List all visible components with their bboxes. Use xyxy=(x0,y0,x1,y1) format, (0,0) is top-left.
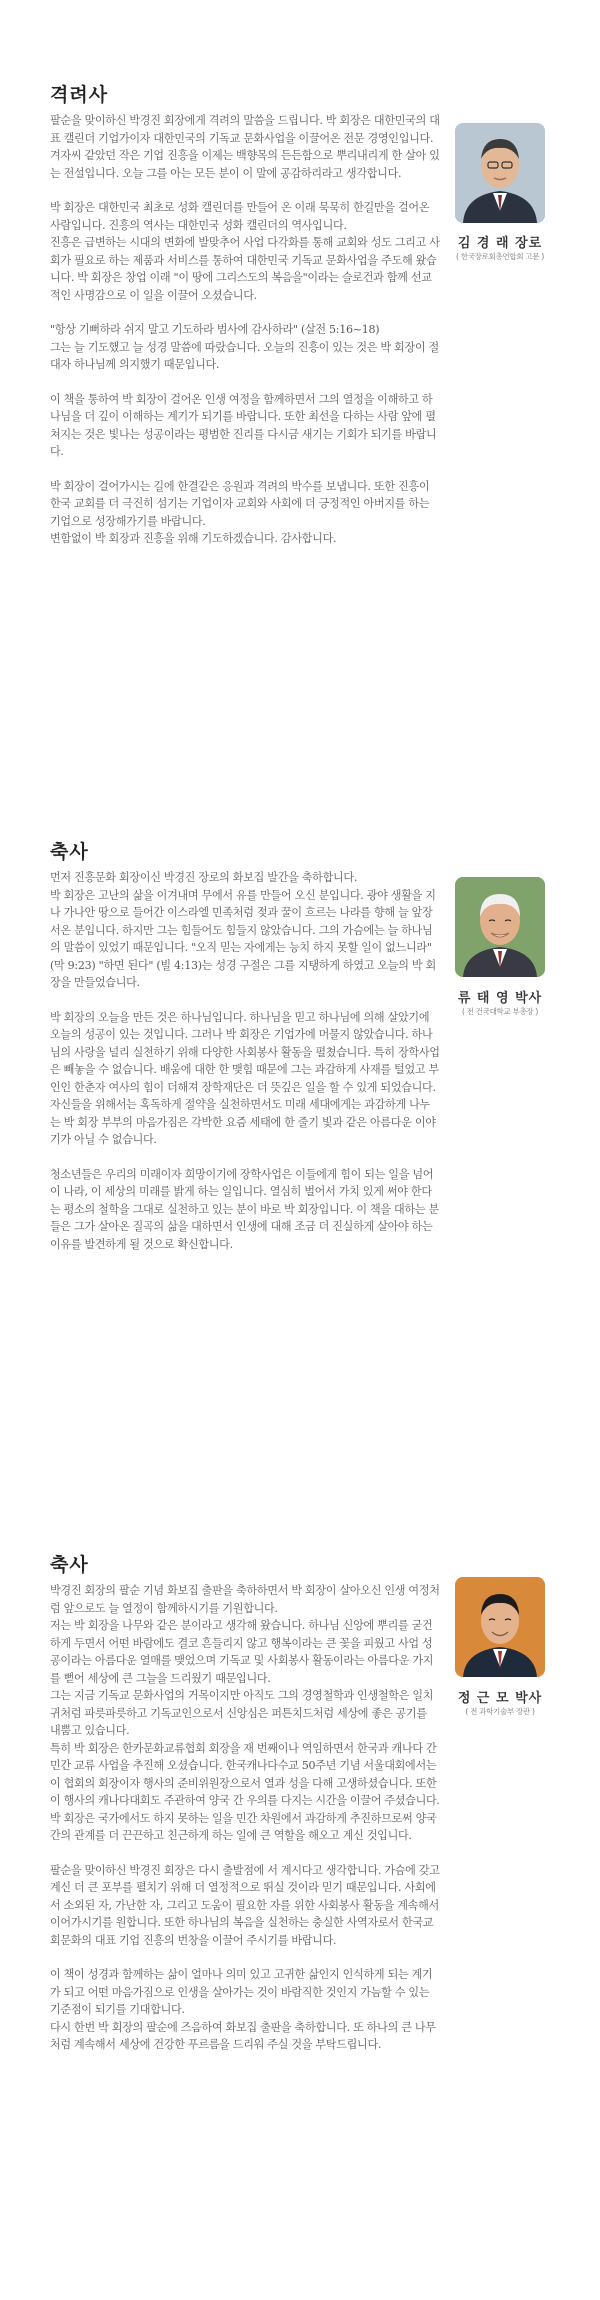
paragraph: "항상 기뻐하라 쉬지 말고 기도하라 범사에 감사하라" (살전 5:16~18) 그는 늘 기도했고 늘 성경 말씀에 따랐습니다. 오늘의 진흥이 있는 것은 박 회장이 절대자 하나님께 의지했기 때문입니다. xyxy=(50,323,439,371)
paragraph: 이 책을 통하여 박 회장이 걸어온 인생 여정을 함께하면서 그의 열정을 이해하고 하나님을 더 깊이 이해하는 계기가 되기를 바랍니다. 또한 최선을 다하는 사람 앞에 펼쳐지는 것은 빛나는 성공이라는 평범한 진리를 다시금 새기는 기회가 되기를 바랍니다. xyxy=(50,392,437,458)
author-role: ( 전 건국대학교 부총장 ) xyxy=(461,1007,539,1016)
author-name: 정 근 모 박사 xyxy=(457,1691,543,1706)
paragraph: 이 책이 성경과 함께하는 삶이 얼마나 의미 있고 고귀한 삶인지 인식하게 되는 계기가 되고 어떤 마음가짐으로 인생을 살아가는 것이 바람직한 것인지 가늠할 수 있는 기준점이 되기를 기대합니다. 다시 한번 박 회장의 팔순에 즈음하여 화보집 출판을 축하합니다. 또 하나의 큰 나무처럼 계속해서 세상에 건강한 푸르름을 드리워 주실 것을 부탁드립니다. xyxy=(50,1968,436,2051)
portrait-photo xyxy=(455,1577,545,1677)
paragraph: 팔순을 맞이하신 박경진 회장은 다시 출발점에 서 계시다고 생각합니다. 가슴에 갖고 계신 더 큰 포부를 펼치기 위해 더 열정적으로 뛰실 것이라 믿기 때문입니다. 사회에서 소외된 자, 가난한 자, 그리고 도움이 필요한 자를 위한 사회봉사 활동을 계속해서 이어가시기를 원합니다. 또한 하나님의 복음을 실천하는 충실한 사역자로서 한국교회문화의 대표 기업 진흥의 번창을 이끌어 주시기를 바랍니다. xyxy=(50,1863,440,1947)
author-role: ( 전 과학기술부 장관 ) xyxy=(465,1707,535,1716)
paragraph: 팔순을 맞이하신 박경진 회장에게 격려의 말씀을 드립니다. 박 회장은 대한민국의 대표 캘린더 기업가이자 대한민국의 기독교 문화사업을 이끌어온 전문 경영인입니다. 겨자씨 같았던 작은 기업 진흥을 이제는 백향목의 든든함으로 뿌리내리게 한 살아 있는 전설입니다. 오늘 그를 아는 모든 분이 이 말에 공감하리라고 생각합니다. xyxy=(50,114,440,180)
author-name: 김 경 래 장로 xyxy=(457,236,543,251)
paragraph: 박 회장은 대한민국 최초로 성화 캘린더를 만들어 온 이래 묵묵히 한길만을 걸어온 사람입니다. 진흥의 역사는 대한민국 성화 캘린더의 역사입니다. 진흥은 급변하는 시대의 변화에 발맞추어 사업 다각화를 통해 교회와 성도 그리고 사회가 필요로 하는 제품과 서비스를 통하여 대한민국 기독교 문화사업을 주도해 왔습니다. 박 회장은 창업 이래 "이 땅에 그리스도의 복음을"이라는 슬로건과 함께 선교적인 사명감으로 이 일을 이끌어 오셨습니다. xyxy=(50,201,440,302)
section-title: 격려사 xyxy=(50,84,109,106)
section-body xyxy=(50,869,440,1270)
section-title: 축사 xyxy=(50,841,89,863)
paragraph: 박 회장이 걸어가시는 길에 한결같은 응원과 격려의 박수를 보냅니다. 또한 진흥이 한국 교회를 더 극진히 섬기는 기업이자 교회와 사회에 더 긍정적인 아버지를 하는 기업으로 성장해가기를 바랍니다. 변함없이 박 회장과 진흥을 위해 기도하겠습니다. 감사합니다. xyxy=(50,479,430,545)
section-title: 축사 xyxy=(50,1554,89,1576)
author-role: ( 한국장로회총연합회 고문 ) xyxy=(456,252,544,261)
paragraph: 먼저 진흥문화 회장이신 박경진 장로의 화보집 발간을 축하합니다. 박 회장은 고난의 삶을 이겨내며 무에서 유를 만들어 오신 분입니다. 광야 생활을 지나 가나안 땅으로 들어간 이스라엘 민족처럼 젖과 꿀이 흐르는 나라를 향해 늘 앞장서온 분입니다. 하지만 그는 힘들어도 힘들지 않았습니다. 그의 가슴에는 늘 하나님의 말씀이 있었기 때문입니다. "오직 믿는 자에게는 능치 하지 못할 일이 없느니라" (막 9:23) "하면 된다" (빌 4:13)는 성경 구절은 그를 지탱하게 하였고 오늘의 박 회장을 만들었습니다. xyxy=(50,871,436,989)
paragraph: 청소년들은 우리의 미래이자 희망이기에 장학사업은 이들에게 힘이 되는 일을 넘어 이 나라, 이 세상의 미래를 밝게 하는 일입니다. 열심히 벌어서 가치 있게 써야 한다는 평소의 철학을 그대로 실천하고 있는 분이 바로 박 회장입니다. 이 책을 대하는 분들은 그가 살아온 질곡의 삶을 대하면서 인생에 대해 조금 더 진실하게 살아야 하는 이유를 발견하게 될 것으로 확신합니다. xyxy=(50,1167,439,1251)
author-name: 류 태 영 박사 xyxy=(457,991,543,1006)
portrait-photo xyxy=(455,123,545,223)
portrait-photo xyxy=(455,877,545,977)
section-body xyxy=(50,112,440,565)
section-body xyxy=(50,1582,440,2071)
paragraph: 박 회장의 오늘을 만든 것은 하나님입니다. 하나님을 믿고 하나님에 의해 살았기에 오늘의 성공이 있는 것입니다. 그러나 박 회장은 기업가에 머물지 않았습니다. 하나님의 사랑을 널리 실천하기 위해 다양한 사회봉사 활동을 펼쳤습니다. 특히 장학사업은 빼놓을 수 없습니다. 배움에 대한 한 맺힘 때문에 그는 과감하게 사재를 털었고 부인인 한춘자 여사의 힘이 더해져 장학재단은 더 뜻깊은 일을 할 수 있게 되었습니다. 자신들을 위해서는 혹독하게 절약을 실천하면서도 미래 세대에게는 과감하게 나누는 박 회장 부부의 마음가짐은 각박한 요즘 세태에 한 줄기 빛과 같은 아름다운 이야기가 아닐 수 없습니다. xyxy=(50,1010,440,1146)
paragraph: 박경진 회장의 팔순 기념 화보집 출판을 축하하면서 박 회장이 살아오신 인생 여정처럼 앞으로도 늘 열정이 함께하시기를 기원합니다. 저는 박 회장을 나무와 같은 분이라고 생각해 왔습니다. 하나님 신앙에 뿌리를 굳건하게 두면서 어떤 바람에도 결코 흔들리지 않고 행복이라는 큰 꽃을 피웠고 사업 성공이라는 아름다운 열매를 맺었으며 기독교 및 사회봉사 활동이라는 아름다운 가지를 뻗어 세상에 큰 그늘을 드리웠기 때문입니다. 그는 지금 기독교 문화사업의 거목이지만 아직도 그의 경영철학과 인생철학은 일치귀처럼 파릇파릇하고 기독교인으로서 신앙심은 퍼튼치드처럼 세상에 좋은 공기를 내뿜고 있습니다. 특히 박 회장은 한카문화교류협회 회장을 재 번째이나 역임하면서 한국과 캐나다 간 민간 교류 사업을 추진해 오셨습니다. 한국캐나다수교 50주년 기념 서울대회에서는 이 협회의 회장이자 행사의 준비위원장으로서 열과 성을 다해 고생하셨습니다. 또한 이 행사의 캐나다대회도 주관하여 양국 간 우의를 다지는 시간을 이끌어 주셨습니다. 박 회장은 국가에서도 하지 못하는 일을 민간 차원에서 과감하게 추진하므로써 양국 간의 관계를 더 끈끈하고 친근하게 하는 일에 큰 역할을 해오고 계신 것입니다. xyxy=(50,1584,440,1842)
